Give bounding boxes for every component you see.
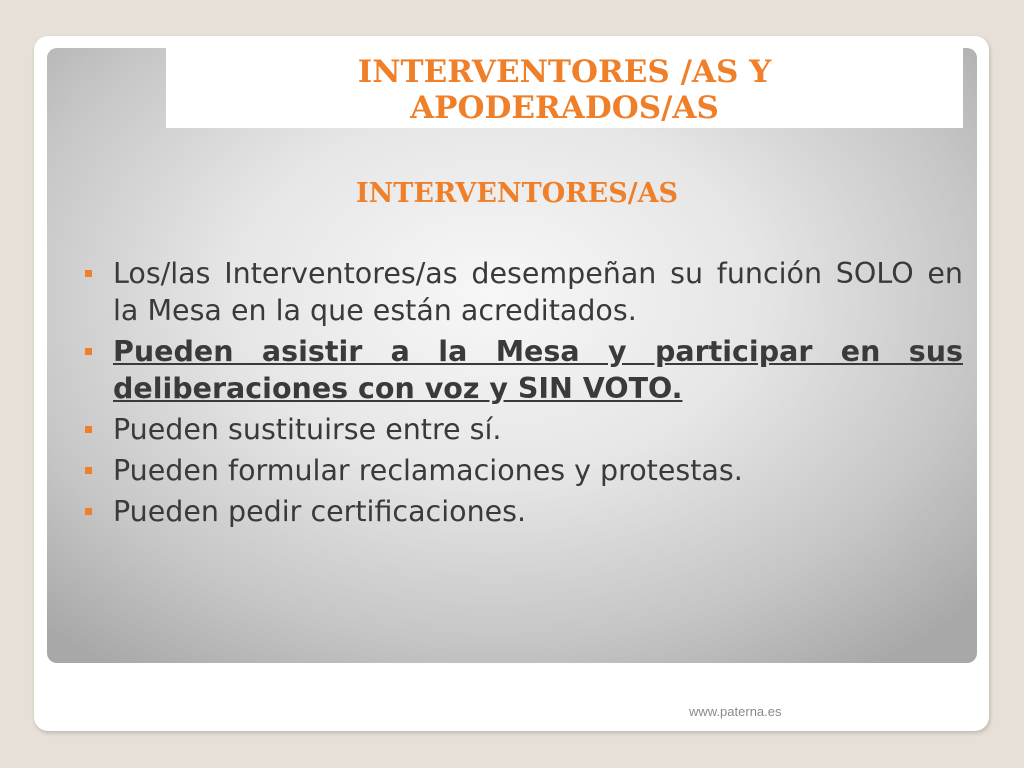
bullet-item xyxy=(78,255,963,329)
bullet-text: Pueden pedir certificaciones. xyxy=(113,495,527,528)
slide-title-line-2: APODERADOS/AS xyxy=(410,90,719,126)
bullet-square-icon xyxy=(85,348,92,355)
footer-url: www.paterna.es xyxy=(689,704,782,719)
slide-title xyxy=(166,54,963,126)
bullet-square-icon xyxy=(85,467,92,474)
bullet-item xyxy=(78,452,963,489)
bullet-square-icon xyxy=(85,508,92,515)
bullet-item xyxy=(78,333,963,407)
bullet-text: Pueden asistir a la Mesa y participar en sus deliberaciones con voz y SIN VOTO. xyxy=(113,335,963,405)
bullet-text: Los/las Interventores/as desempeñan su función SOLO en la Mesa en la que están acreditados. xyxy=(113,257,963,327)
bullet-item xyxy=(78,493,963,530)
bullet-text: Pueden formular reclamaciones y protestas. xyxy=(113,454,743,487)
section-subtitle: INTERVENTORES/AS xyxy=(355,178,679,209)
bullet-item xyxy=(78,411,963,448)
bullet-square-icon xyxy=(85,426,92,433)
bullet-list xyxy=(78,255,963,534)
bullet-square-icon xyxy=(85,270,92,277)
slide-title-line-1: INTERVENTORES /AS Y xyxy=(357,54,772,90)
bullet-text: Pueden sustituirse entre sí. xyxy=(113,413,502,446)
